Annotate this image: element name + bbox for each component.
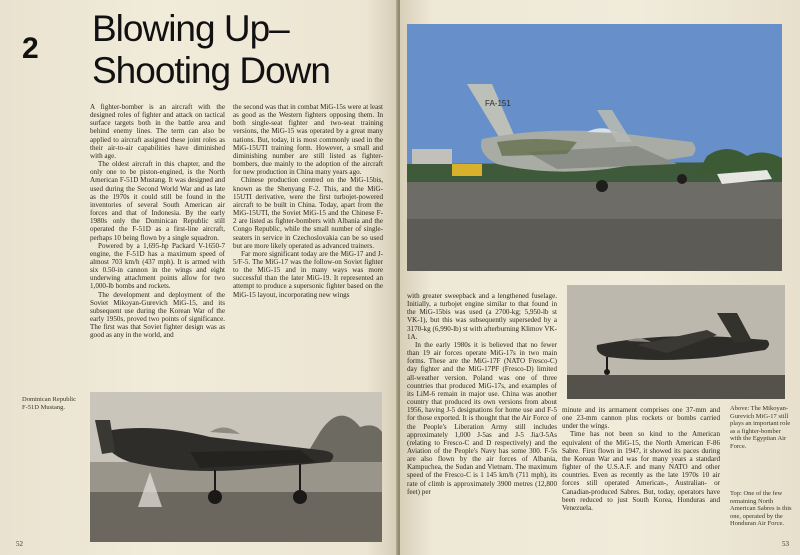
paragraph: Chinese production centred on the MiG-15bis, known as the Shenyang F-2. This, and the MiG-15UTI derivative, were the first turbojet-powered aircraft to be built in China. Today, apart from the MiG-15UTI, the Soviet MiG-15 and the Chinese F-2 are listed as fighter-bombers with Albania and the Congo Republic, while the small number of single-seaters in service in Czechoslovakia can be so used but are more likely operated as advanced trainers. [233, 176, 383, 250]
right-column-1 [407, 292, 557, 554]
right-column-2 [562, 406, 720, 554]
page-number-left: 52 [16, 540, 23, 548]
sabre-caption: Top: One of the few remaining North American Sabres is this one, operated by the Honduran Air Force. [730, 490, 792, 527]
left-column-1 [90, 103, 225, 433]
mig17-caption: Above: The Mikoyan-Gurevich MiG-17 still plays an important role as a fighter-bomber with the Egyptian Air Force. [730, 405, 791, 450]
chapter-title-line2: Shooting Down [92, 50, 330, 91]
paragraph: Time has not been so kind to the American equivalent of the MiG-15, the North American F-86 Sabre. First flown in 1947, it showed its paces during the Korean War and was for many years a standard fighter of the U.S.A.F. and many NATO and other countries. Even as recently as the late 1970s 10 air forces still operated American-, Australian- or Canadian-produced Sabres. But, today, operators have been reduced to just South Korea, Honduras and Venezuela. [562, 430, 720, 512]
mustang-photo [90, 392, 382, 542]
paragraph: The oldest aircraft in this chapter, and the only one to be piston-engined, is the North American F-51D Mustang. It was designed and used during the Second World War and as late as the 1970s it could still be found in the inventories of several South American air forces and that of Indonesia. By the early 1980s only the Dominican Republic still operated the F-51D as a first-line aircraft, perhaps 10 being flown by a single squadron. [90, 160, 225, 242]
left-page [0, 0, 398, 555]
sabre-illustration [407, 24, 782, 271]
paragraph: minute and its armament comprises one 37-mm and one 23-mm cannon plus rockets or bombs carried under the wings. [562, 406, 720, 431]
chapter-title [92, 8, 392, 92]
paragraph: Powered by a 1,695-hp Packard V-1650-7 engine, the F-51D has a maximum speed of almost 703 km/h (437 mph). It is armed with six 0.50-in cannon in the wings and eight underwing attachment points allow for two 1,000-lb bombs and rockets. [90, 241, 225, 291]
right-page [400, 0, 800, 555]
page-number-right: 53 [782, 540, 789, 548]
mig17-illustration [567, 285, 785, 399]
chapter-number: 2 [22, 32, 39, 65]
paragraph: the second was that in combat MiG-15s were at least as good as the Western fighters opposing them. In both single-seat fighter and two-seat training versions, the MiG-15 was operated by a great many nations. But, today, it is most commonly used in the MiG-15UTI training form. However, a small and diminishing number are still listed as fighter-bombers, due mainly to the adoption of the aircraft for new production in China many years ago. [233, 103, 383, 177]
aircraft-code: FA-151 [485, 99, 511, 108]
sabre-photo [407, 24, 782, 271]
paragraph: The development and deployment of the Soviet Mikoyan-Gurevich MiG-15, and its subsequent use during the Korean War of the early 1950s, proved two points of significance. The first was that Soviet fighter design was as good as any in the world, and [90, 290, 225, 340]
paragraph: A fighter-bomber is an aircraft with the designed roles of fighter and attack on tactical surface targets both in the battle area and behind enemy lines. The term can also be applied to aircraft assigned these joint roles as their air-to-air capabilities have diminished with age. [90, 103, 225, 160]
paragraph: Far more significant today are the MiG-17 and J-5/F-5. The MiG-17 was the follow-on Soviet fighter to the MiG-15 and in many ways was more successful than the later MiG-19. It represented an attempt to produce a supersonic fighter based on the MiG-15 layout, incorporating new wings [233, 249, 383, 299]
mig17-photo [567, 285, 785, 399]
mustang-caption: Dominican Republic F-51D Mustang. [22, 396, 76, 411]
paragraph: In the early 1980s it is believed that no fewer than 19 air forces operate MiG-17s in two main forms. These are the MiG-17F (NATO Fresco-C) day fighter and the MiG-17PF (Fresco-D) limited all-weather version. Poland was one of three countries that produced MiG-17s, and examples of its LiM-6 remain in major use. China was another country that produced its own versions from about 1956, having J-5 designations for home use and F-5 for those exported. It is thought that the Air Force of the People's Liberation Army still includes approximately 1,000 J-5as and J-5 Jia/J-5As (relating to Fresco-C and D respectively) and the Aviation of the People's Navy has some 300. F-5s are also flown by the air forces of Albania, Kampuchea, the Sudan and Vietnam. The maximum speed of the Fresco-C is 1 145 km/h (711 mph), its rate of climb is approximately 3900 metres (12,800 feet) per [407, 340, 557, 496]
left-column-2 [233, 103, 383, 403]
mustang-illustration [90, 392, 382, 542]
paragraph: with greater sweepback and a lengthened fuselage. Initially, a turbojet engine similar to that found in the MiG-15bis was used (a 2700-kg; 5,950-lb st VK-1), but this was subsequently superseded by a 3170-kg (6,990-lb) st with afterburning Klimov VK-1A. [407, 292, 557, 341]
chapter-title-line1: Blowing Up– [92, 8, 289, 49]
